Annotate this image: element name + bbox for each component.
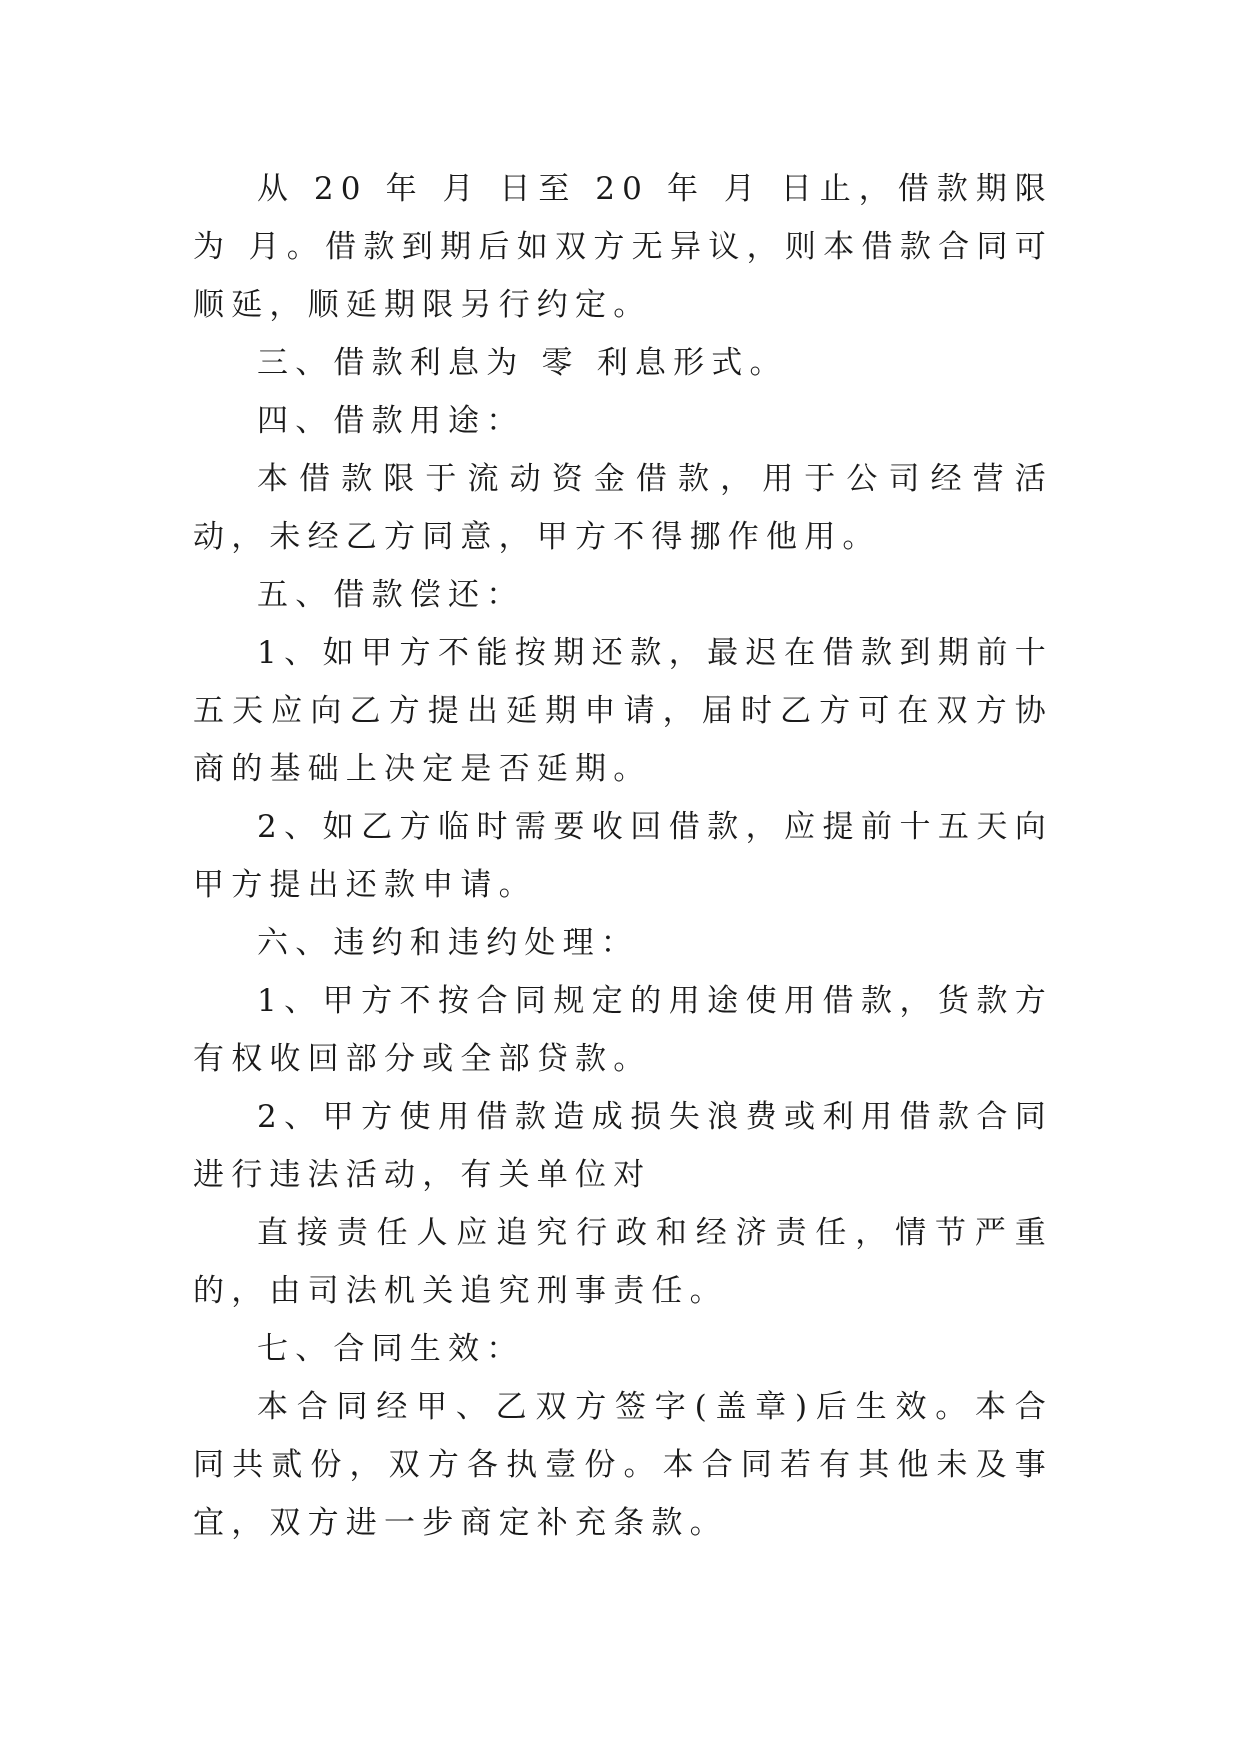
heading-repayment: 五、借款偿还：	[257, 577, 525, 613]
paragraph-breach-2: 2、甲方使用借款造成损失浪费或利用借款合同进行违法活动，有关单位对	[193, 1099, 1053, 1193]
heading-interest: 三、借款利息为 零 利息形式。	[257, 345, 788, 381]
paragraph-loan-term: 从 20 年 月 日至 20 年 月 日止，借款期限为 月。借款到期后如双方无异议，则本借款合同可顺延，顺延期限另行约定。	[193, 171, 1053, 323]
paragraph-loan-purpose: 本借款限于流动资金借款，用于公司经营活动，未经乙方同意，甲方不得挪作他用。	[193, 461, 1053, 555]
document-body	[193, 160, 1053, 1552]
paragraph-breach-1: 1、甲方不按合同规定的用途使用借款，货款方有权收回部分或全部贷款。	[193, 983, 1053, 1077]
paragraph-repayment-1: 1、如甲方不能按期还款，最迟在借款到期前十五天应向乙方提出延期申请，届时乙方可在双方协商的基础上决定是否延期。	[193, 635, 1053, 787]
heading-loan-purpose: 四、借款用途：	[257, 403, 525, 439]
paragraph-breach-2-continued: 直接责任人应追究行政和经济责任，情节严重的，由司法机关追究刑事责任。	[193, 1215, 1053, 1309]
heading-effectiveness: 七、合同生效：	[257, 1331, 525, 1367]
paragraph-repayment-2: 2、如乙方临时需要收回借款，应提前十五天向甲方提出还款申请。	[193, 809, 1053, 903]
heading-breach: 六、违约和违约处理：	[257, 925, 639, 961]
paragraph-effectiveness: 本合同经甲、乙双方签字(盖章)后生效。本合同共贰份，双方各执壹份。本合同若有其他未及事宜，双方进一步商定补充条款。	[193, 1389, 1053, 1541]
